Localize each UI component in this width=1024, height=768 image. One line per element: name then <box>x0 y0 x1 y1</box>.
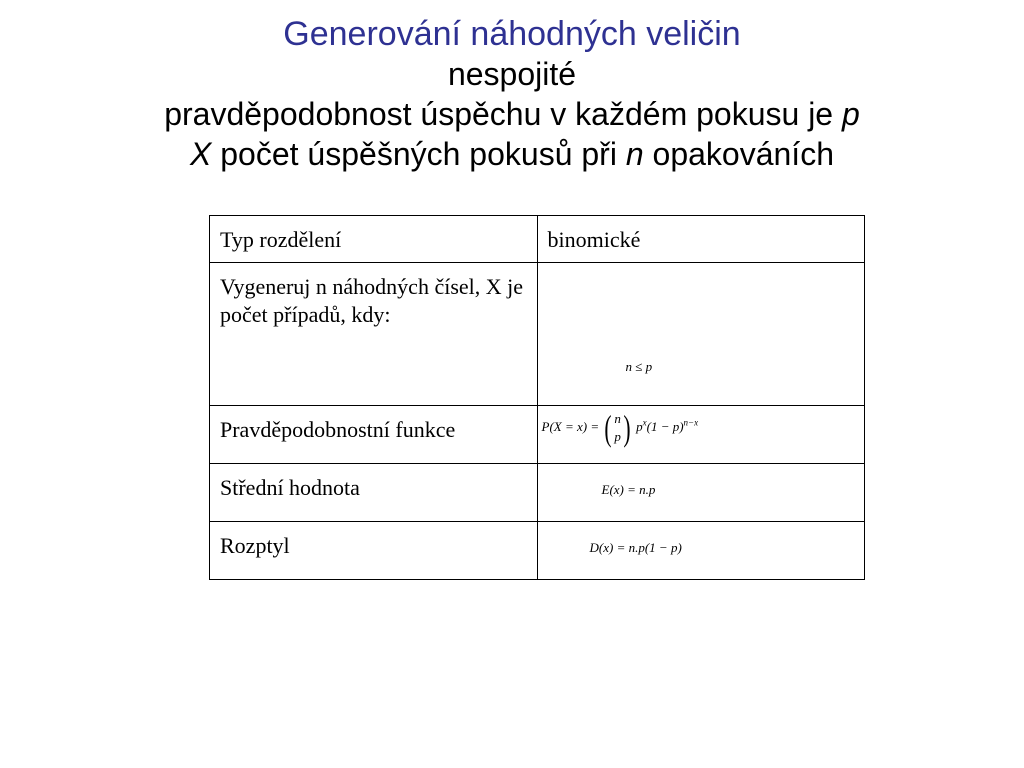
row-value-variance <box>537 522 865 580</box>
subtitle-var-x: X <box>190 136 212 172</box>
formula-mean: E(x) = n.p <box>601 482 656 497</box>
subtitle-line-2-text: pravděpodobnost úspěchu v každém pokusu je <box>164 96 842 132</box>
row-label-generate: Vygeneruj n náhodných čísel, X je počet případů, kdy: <box>210 263 538 406</box>
formula-condition: n ≤ p <box>625 359 653 374</box>
binomial-coefficient: ( n p ) <box>604 408 631 448</box>
subtitle-line-3 <box>0 134 1024 174</box>
table-row <box>210 522 865 580</box>
table-row <box>210 216 865 263</box>
row-value-generate <box>537 263 865 406</box>
row-label-type: Typ rozdělení <box>210 216 538 263</box>
subtitle-line-1: nespojité <box>447 56 577 92</box>
subtitle-line-3-text-b: opakováních <box>643 136 834 172</box>
subtitle-line-3-text-a: počet úspěšných pokusů při <box>211 136 626 172</box>
row-value-mean <box>537 464 865 522</box>
row-label-mean: Střední hodnota <box>210 464 538 522</box>
distribution-table <box>209 215 865 580</box>
formula-pmf: P(X = x) = ( n p ) $p^x(1 - p)^{n-x}$ <box>541 408 699 448</box>
formula-variance: D(x) = n.p(1 − p) <box>589 540 682 555</box>
slide-title: Generování náhodných veličin <box>283 15 741 53</box>
row-value-type: binomické <box>537 216 865 263</box>
table-row <box>210 263 865 406</box>
row-label-pmf: Pravděpodobnostní funkce <box>210 406 538 464</box>
table-row <box>210 464 865 522</box>
subtitle-var-n: n <box>625 136 644 172</box>
subtitle-line-2 <box>0 94 1024 134</box>
table-row <box>210 406 865 464</box>
row-label-variance: Rozptyl <box>210 522 538 580</box>
slide-header <box>0 14 1024 174</box>
row-value-pmf <box>537 406 865 464</box>
subtitle-var-p: p <box>841 96 860 132</box>
